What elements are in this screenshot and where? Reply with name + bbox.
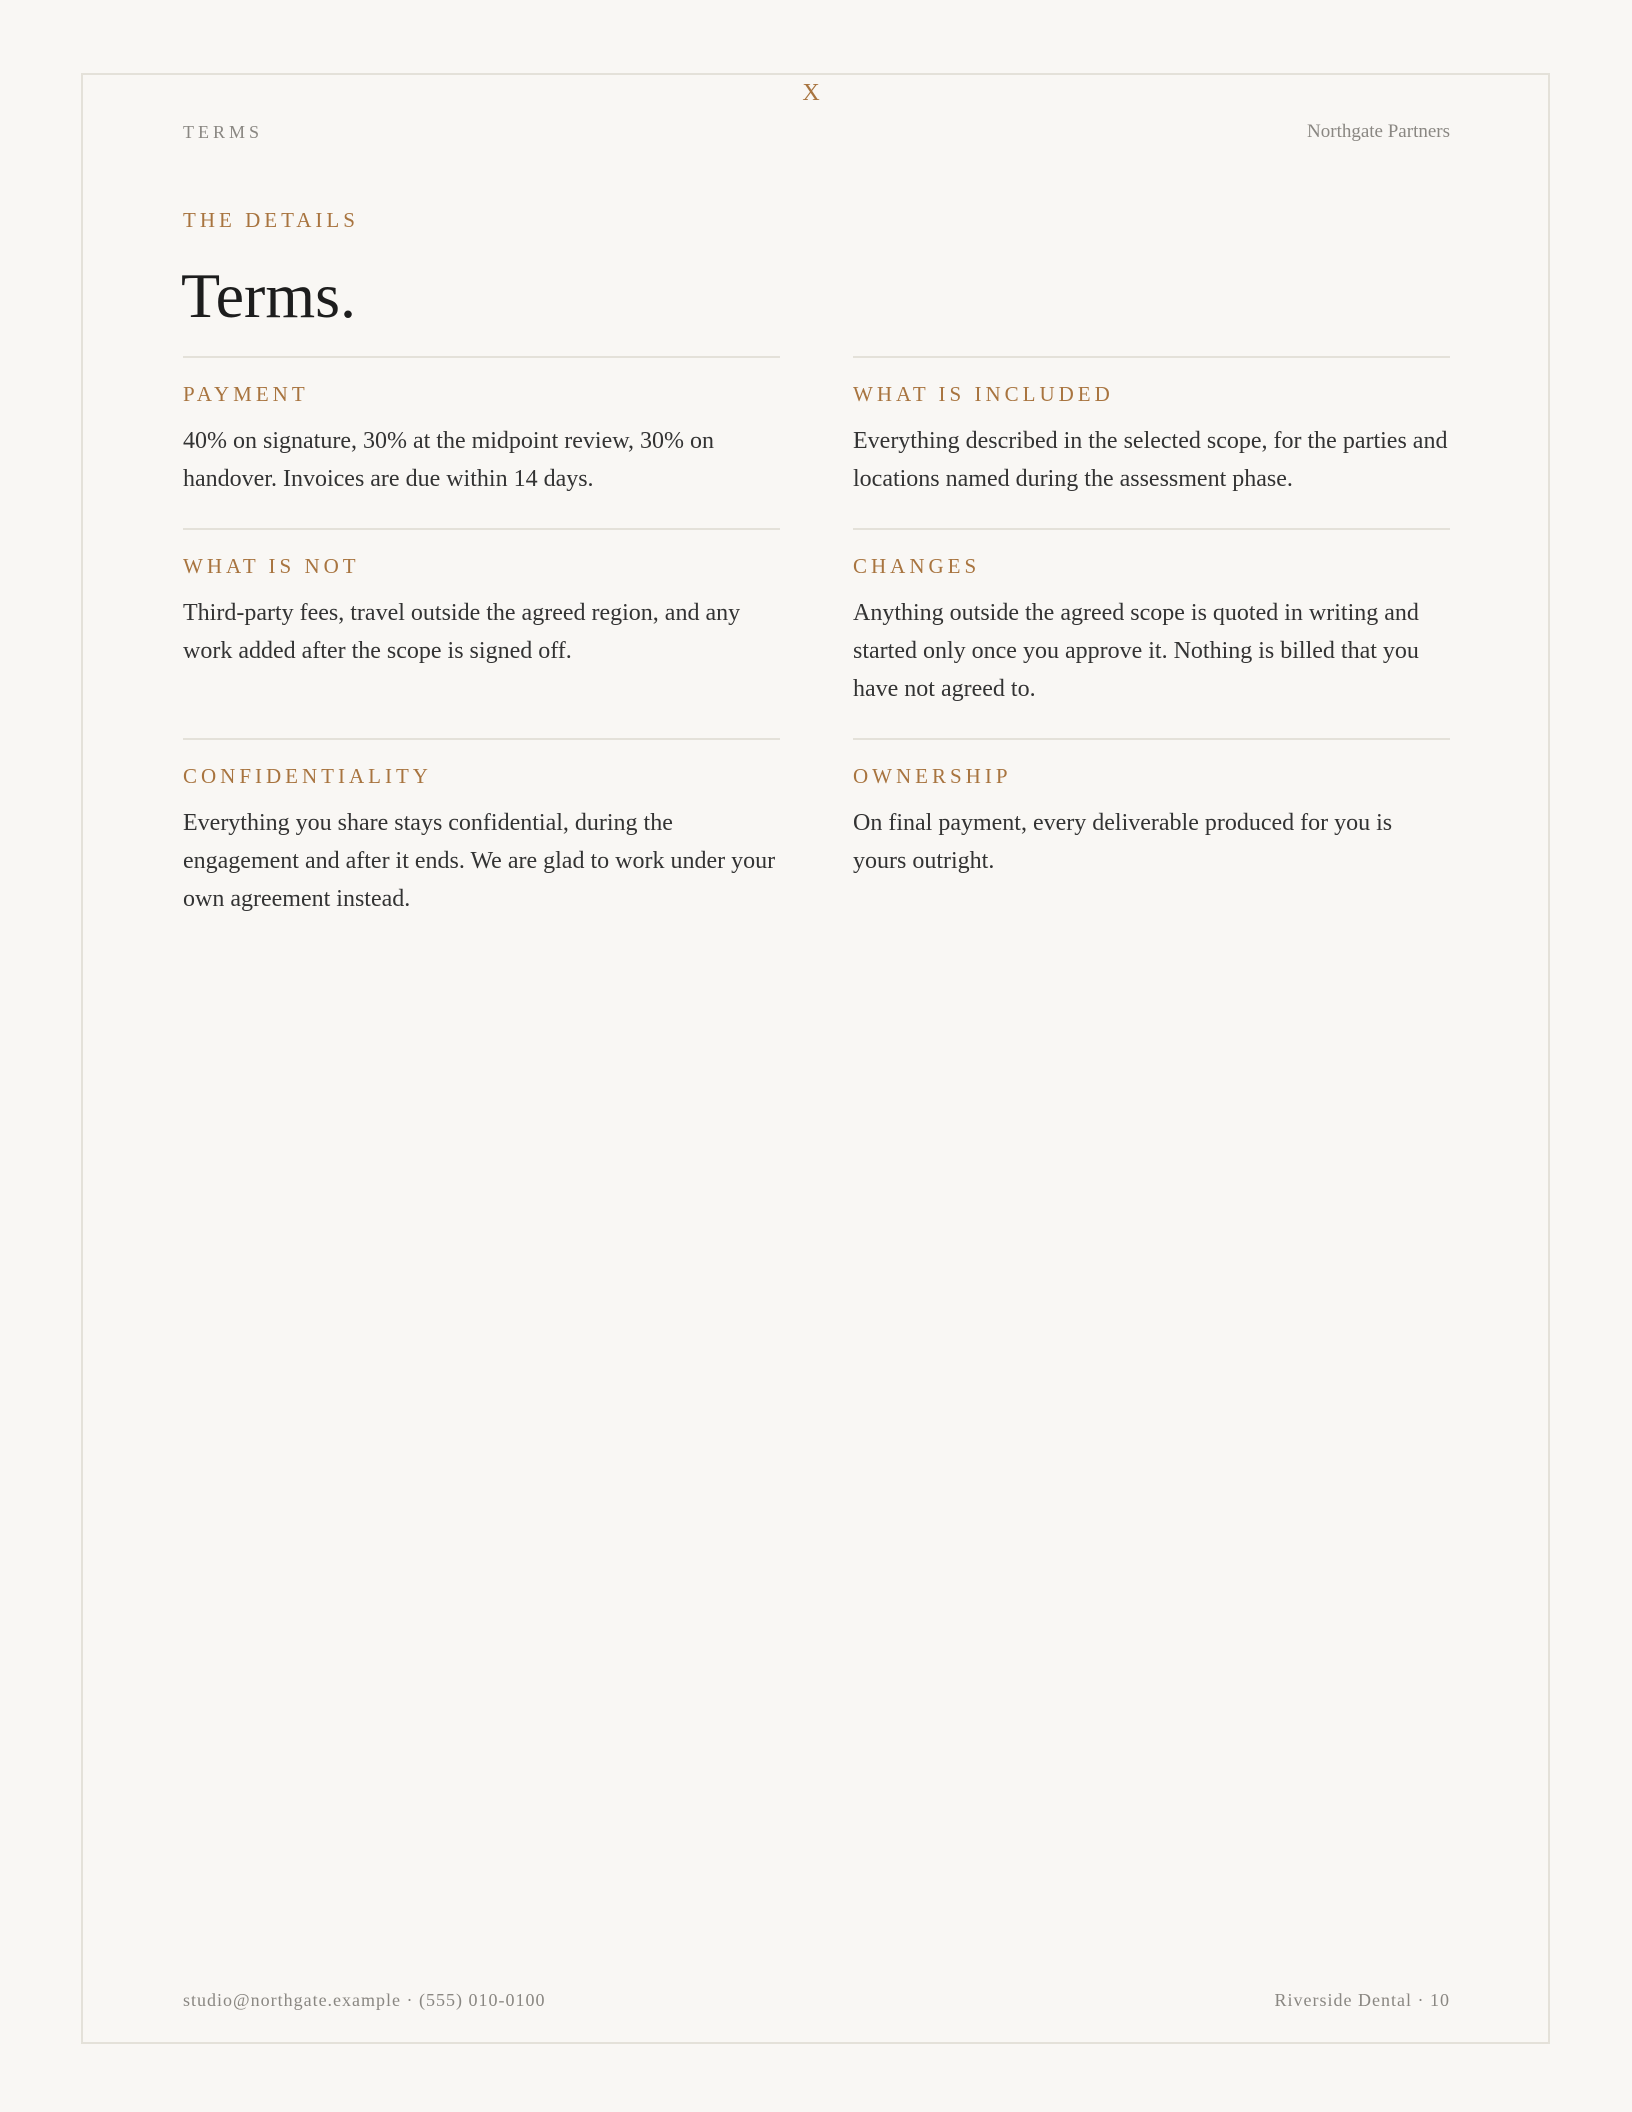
term-payment xyxy=(183,356,780,528)
eyebrow-label: THE DETAILS xyxy=(183,208,359,232)
term-changes xyxy=(853,528,1450,738)
close-icon[interactable]: X xyxy=(802,80,820,106)
term-body: Third-party fees, travel outside the agreed region, and any work added after the scope is signed off. xyxy=(183,600,741,664)
term-title: WHAT IS INCLUDED xyxy=(853,382,1114,406)
company-name: Northgate Partners xyxy=(1307,121,1450,142)
section-label: TERMS xyxy=(183,122,264,142)
term-title: PAYMENT xyxy=(183,382,309,406)
terms-grid xyxy=(183,356,1450,948)
term-title: WHAT IS NOT xyxy=(183,554,360,578)
term-body: 40% on signature, 30% at the midpoint review, 30% on handover. Invoices are due within 14 days. xyxy=(183,428,714,492)
term-body: Everything you share stays confidential, during the engagement and after it ends. We are glad to work under your own agreement instead. xyxy=(183,810,776,912)
term-ownership xyxy=(853,738,1450,948)
term-confidentiality xyxy=(183,738,780,948)
term-title: CHANGES xyxy=(853,554,981,578)
page-number: Riverside Dental · 10 xyxy=(1274,1990,1450,2010)
term-body: Everything described in the selected scope, for the parties and locations named during the assessment phase. xyxy=(853,428,1448,492)
term-body: On final payment, every deliverable produced for you is yours outright. xyxy=(853,810,1393,874)
page-title: Terms. xyxy=(181,260,357,331)
term-title: OWNERSHIP xyxy=(853,764,1012,788)
term-title: CONFIDENTIALITY xyxy=(183,764,432,788)
term-what-is-included xyxy=(853,356,1450,528)
contact-info: studio@northgate.example · (555) 010-0100 xyxy=(183,1990,546,2010)
term-what-is-not xyxy=(183,528,780,738)
term-body: Anything outside the agreed scope is quoted in writing and started only once you approve it. Nothing is billed that you have not agreed to. xyxy=(853,600,1419,702)
